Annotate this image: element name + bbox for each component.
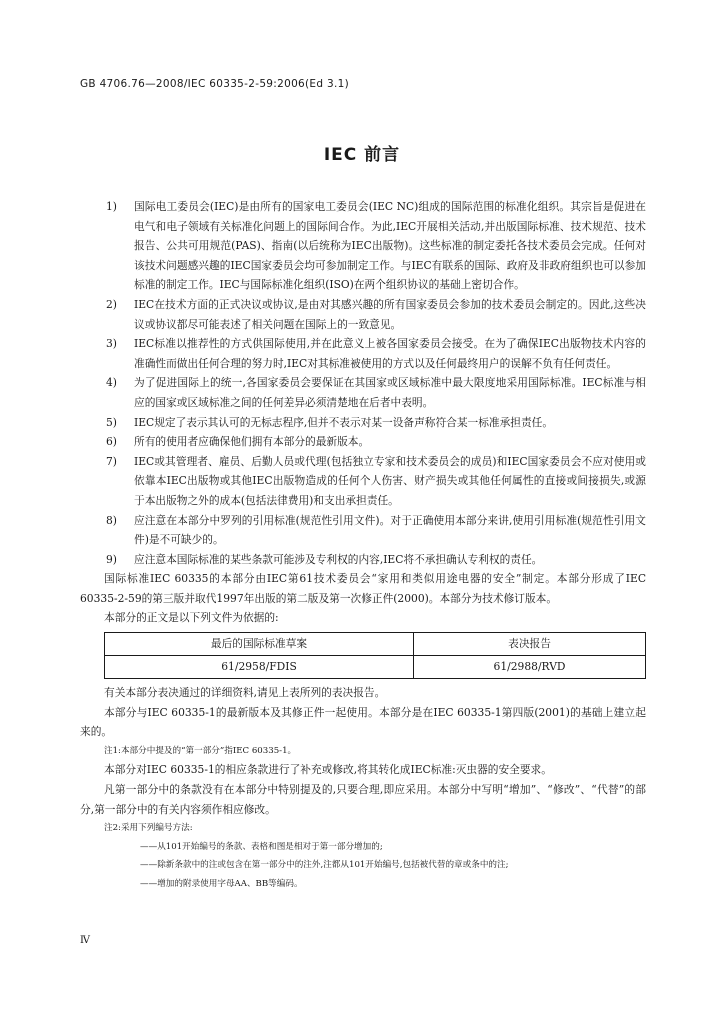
table-cell: 61/2988/RVD (414, 656, 646, 679)
note-2-label: 注2:采用下列编号方法: (104, 823, 193, 834)
intro-paragraph: 国际标准IEC 60335的本部分由IEC第61技术委员会“家用和类似用途电器的安全”制定。本部分形成了IEC 60335-2-59的第三版并取代1997年出版的第二版及第一次修正件(2000)。本部分为技术修订版本。 (80, 572, 646, 605)
list-item (80, 373, 646, 412)
list-text: 所有的使用者应确保他们拥有本部分的最新版本。 (134, 435, 370, 449)
table-header-cell: 表决报告 (414, 633, 646, 656)
document-header: GB 4706.76—2008/IEC 60335-2-59:2006(Ed 3.1) (80, 78, 349, 90)
list-item (80, 432, 646, 452)
table-header-row (105, 633, 646, 656)
list-item (80, 413, 646, 433)
list-item (80, 452, 646, 511)
vote-table (104, 632, 646, 679)
document-body (80, 197, 646, 894)
list-item (80, 197, 646, 295)
after-table-paragraph: 有关本部分表决通过的详细资料,请见上表所列的表决报告。 (104, 686, 386, 700)
list-text: IEC在技术方面的正式决议或协议,是由对其感兴趣的所有国家委员会参加的技术委员会制定的。因此,这些决议或协议都尽可能表述了相关问题在国际上的一致意见。 (134, 297, 646, 331)
list-number: 6) (106, 435, 117, 449)
note-1: 注1:本部分中提及的“第一部分”指IEC 60335-1。 (104, 745, 297, 756)
page-number: Ⅳ (80, 935, 90, 946)
note-2-line: ——除新条款中的注或包含在第一部分中的注外,注都从101开始编号,包括被代替的章或条中的注; (140, 860, 509, 871)
list-text: 为了促进国际上的统一,各国家委员会要保证在其国家或区域标准中最大限度地采用国际标准。IEC标准与相应的国家或区域标准之间的任何差异必须清楚地在后者中表明。 (134, 376, 646, 409)
list-text: IEC规定了表示其认可的无标志程序,但并不表示对某一设备声称符合某一标准承担责任。 (134, 415, 554, 429)
list-text: IEC标准以推荐性的方式供国际使用,并在此意义上被各国家委员会接受。在为了确保IEC出版物技术内容的准确性而做出任何合理的努力时,IEC对其标准被使用的方式以及任何最终用户的误解不负有任何责任。 (134, 337, 646, 370)
list-text: 应注意在本部分中罗列的引用标准(规范性引用文件)。对于正确使用本部分来讲,使用引用标准(规范性引用文件)是不可缺少的。 (134, 513, 646, 547)
note-2-line: ——增加的附录使用字母AA、BB等编码。 (140, 879, 303, 889)
list-number: 1) (106, 200, 117, 213)
list-number: 5) (106, 415, 117, 429)
list-number: 2) (106, 297, 117, 311)
list-number: 3) (106, 337, 117, 351)
list-number: 9) (106, 552, 117, 566)
list-text: 应注意本国际标准的某些条款可能涉及专利权的内容,IEC将不承担确认专利权的责任。 (134, 552, 543, 566)
usage-paragraph: 本部分与IEC 60335-1的最新版本及其修正件一起使用。本部分是在IEC 60335-1第四版(2001)的基础上建立起来的。 (80, 705, 646, 739)
list-number: 7) (106, 454, 117, 468)
basis-sentence: 本部分的正文是以下列文件为依据的: (104, 611, 279, 625)
list-number: 8) (106, 513, 117, 527)
supplement-paragraph: 本部分对IEC 60335-1的相应条款进行了补充或修改,将其转化成IEC标准:灭虫器的安全要求。 (104, 763, 552, 777)
list-item (80, 550, 646, 570)
list-number: 4) (106, 376, 117, 390)
list-item (80, 295, 646, 334)
table-header-cell: 最后的国际标准草案 (105, 633, 414, 656)
list-text: IEC或其管理者、雇员、后勤人员或代理(包括独立专家和技术委员会的成员)和IEC国家委员会不应对使用或依靠本IEC出版物或其他IEC出版物造成的任何个人伤害、财产损失或其他任何属性的直接或间接损失,或源于本出版物之外的成本(包括法律费用)和支出承担责任。 (134, 454, 646, 507)
list-item (80, 511, 646, 550)
table-cell: 61/2958/FDIS (105, 656, 414, 679)
list-item (80, 334, 646, 373)
page-title: IEC 前言 (323, 145, 401, 165)
note-2-line: ——从101开始编号的条款、表格和图是相对于第一部分增加的; (140, 841, 383, 852)
table-row (105, 656, 646, 679)
list-text: 国际电工委员会(IEC)是由所有的国家电工委员会(IEC NC)组成的国际范围的标准化组织。其宗旨是促进在电气和电子领域有关标准化问题上的国际间合作。为此,IEC开展相关活动,并出版国际标准、技术规范、技术报告、公共可用规范(PAS)、指南(以后统称为IEC出版物)。这些标准的制定委托各技术委员会完成。任何对该技术问题感兴趣的IEC国家委员会均可参加制定工作。与IEC有联系的国际、政府及非政府组织也可以参加标准的制定工作。IEC与国际标准化组织(ISO)在两个组织协议的基础上密切合作。 (134, 200, 646, 292)
rule-paragraph: 凡第一部分中的条款没有在本部分中特别提及的,只要合理,即应采用。本部分中写明“增加”、“修改”、“代替”的部分,第一部分中的有关内容须作相应修改。 (80, 783, 646, 816)
